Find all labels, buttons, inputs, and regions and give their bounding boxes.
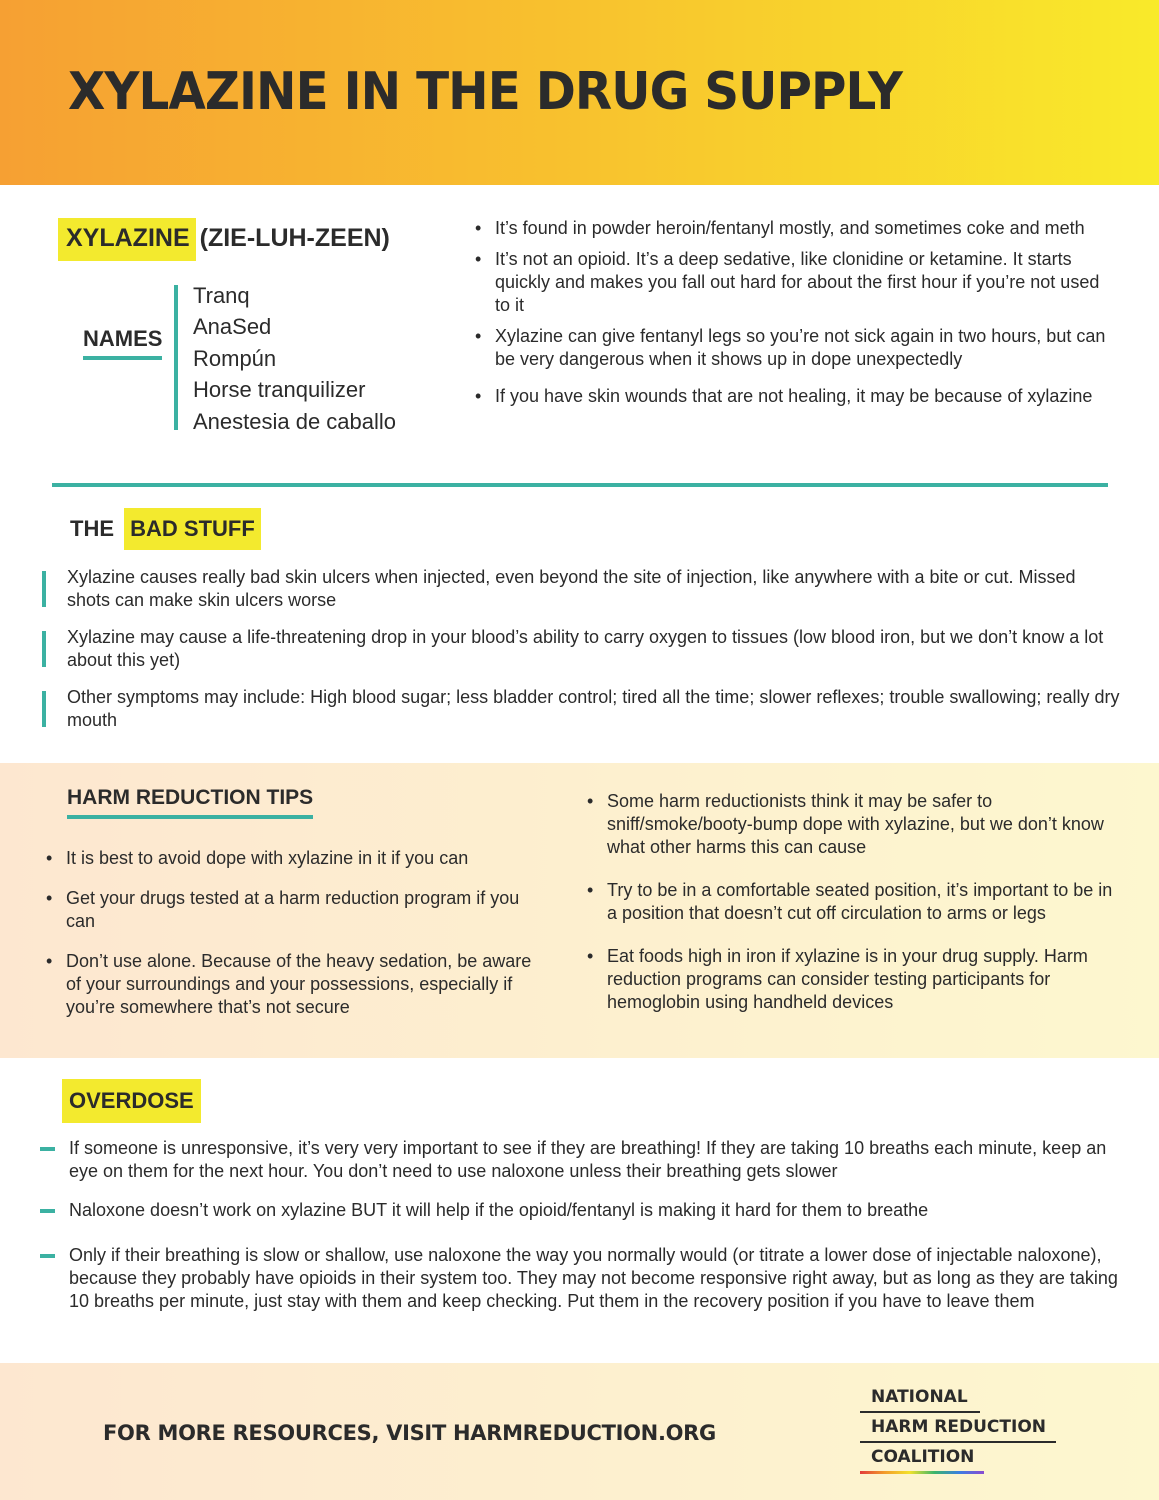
section-divider [52,483,1108,487]
names-list [193,280,396,437]
name-item: Anestesia de caballo [193,408,397,434]
bad-stuff-highlight: BAD STUFF [124,508,261,550]
tip-item: • Try to be in a comfortable seated position, it’s important to be in a position that doesn’t cut off circulation to arms or legs [585,879,1115,925]
name-item: Horse tranquilizer [193,377,366,403]
logo-line-harm-reduction: HARM REDUCTION [871,1417,1047,1437]
bad-stuff-prefix: THE [70,516,114,541]
tip-item: • It is best to avoid dope with xylazine in it if you can [44,847,544,870]
logo-line-national: NATIONAL [871,1387,968,1407]
nhrc-logo [860,1387,1056,1478]
name-item: Rompún [193,345,277,371]
bad-stuff-heading [70,508,261,550]
tip-item: • Some harm reductionists think it may be safer to sniff/smoke/booty-bump dope with xylazine, but we don’t know what other harms this can cause [585,790,1115,859]
bad-stuff-list [42,566,1122,746]
resources-link-text[interactable]: FOR MORE RESOURCES, VISIT HARMREDUCTION.ORG [103,1421,716,1445]
fact-item: • It’s found in powder heroin/fentanyl mostly, and sometimes coke and meth [473,217,1113,240]
logo-rule [860,1441,1056,1443]
tip-item: • Don’t use alone. Because of the heavy sedation, be aware of your surroundings and your possessions, especially if you’re somewhere that’s not secure [44,950,544,1019]
header-banner [0,0,1159,185]
overdose-heading [62,1079,201,1123]
page-title: XYLAZINE IN THE DRUG SUPPLY [68,62,902,122]
tips-list-right [585,790,1115,1034]
fact-item: • Xylazine can give fentanyl legs so you’re not sick again in two hours, but can be very dangerous when it shows up in dope unexpectedly [473,325,1113,371]
tips-list-left [44,847,544,1036]
xylazine-term: XYLAZINE [58,218,196,261]
tip-item: • Get your drugs tested at a harm reduction program if you can [44,887,544,933]
bad-stuff-item: Xylazine causes really bad skin ulcers when injected, even beyond the site of injection, like anywhere with a bite or cut. Missed shots can make skin ulcers worse [42,566,1122,612]
names-label: NAMES [83,326,162,360]
names-divider [174,285,178,430]
bad-stuff-item: Other symptoms may include: High blood sugar; less bladder control; tired all the time; slower reflexes; trouble swallowing; really dry mouth [42,686,1122,732]
name-item: AnaSed [193,314,272,340]
fact-item: • If you have skin wounds that are not healing, it may be because of xylazine [473,385,1113,408]
logo-rule [860,1411,980,1413]
name-item: Tranq [193,283,250,308]
overdose-list [40,1137,1125,1313]
xylazine-heading [58,218,390,261]
overdose-item: Only if their breathing is slow or shallow, use naloxone the way you normally would (or titrate a lower dose of injectable naloxone), because they probably have opioids in their system too. They may not become responsive right away, but as long as they are taking 10 breaths per minute, just stay with them and keep checking. Put them in the recovery position if you have to leave them [40,1244,1125,1313]
tips-heading: HARM REDUCTION TIPS [67,786,313,819]
logo-rainbow-rule [860,1471,984,1474]
overdose-item: If someone is unresponsive, it’s very very important to see if they are breathing! If they are taking 10 breaths each minute, keep an eye on them for the next hour. You don’t need to use naloxone unless their breathing gets slower [40,1137,1125,1183]
xylazine-facts [473,217,1113,416]
tip-item: • Eat foods high in iron if xylazine is in your drug supply. Harm reduction programs can consider testing participants for hemoglobin using handheld devices [585,945,1115,1014]
overdose-highlight: OVERDOSE [62,1079,201,1123]
overdose-item: Naloxone doesn’t work on xylazine BUT it will help if the opioid/fentanyl is making it hard for them to breathe [40,1199,1125,1222]
bad-stuff-item: Xylazine may cause a life-threatening drop in your blood’s ability to carry oxygen to tissues (low blood iron, but we don’t know a lot about this yet) [42,626,1122,672]
fact-item: • It’s not an opioid. It’s a deep sedative, like clonidine or ketamine. It starts quickly and makes you fall out hard for about the first hour if you’re not used to it [473,248,1113,317]
logo-line-coalition: COALITION [871,1447,975,1467]
pronunciation: (ZIE-LUH-ZEEN) [199,224,390,252]
